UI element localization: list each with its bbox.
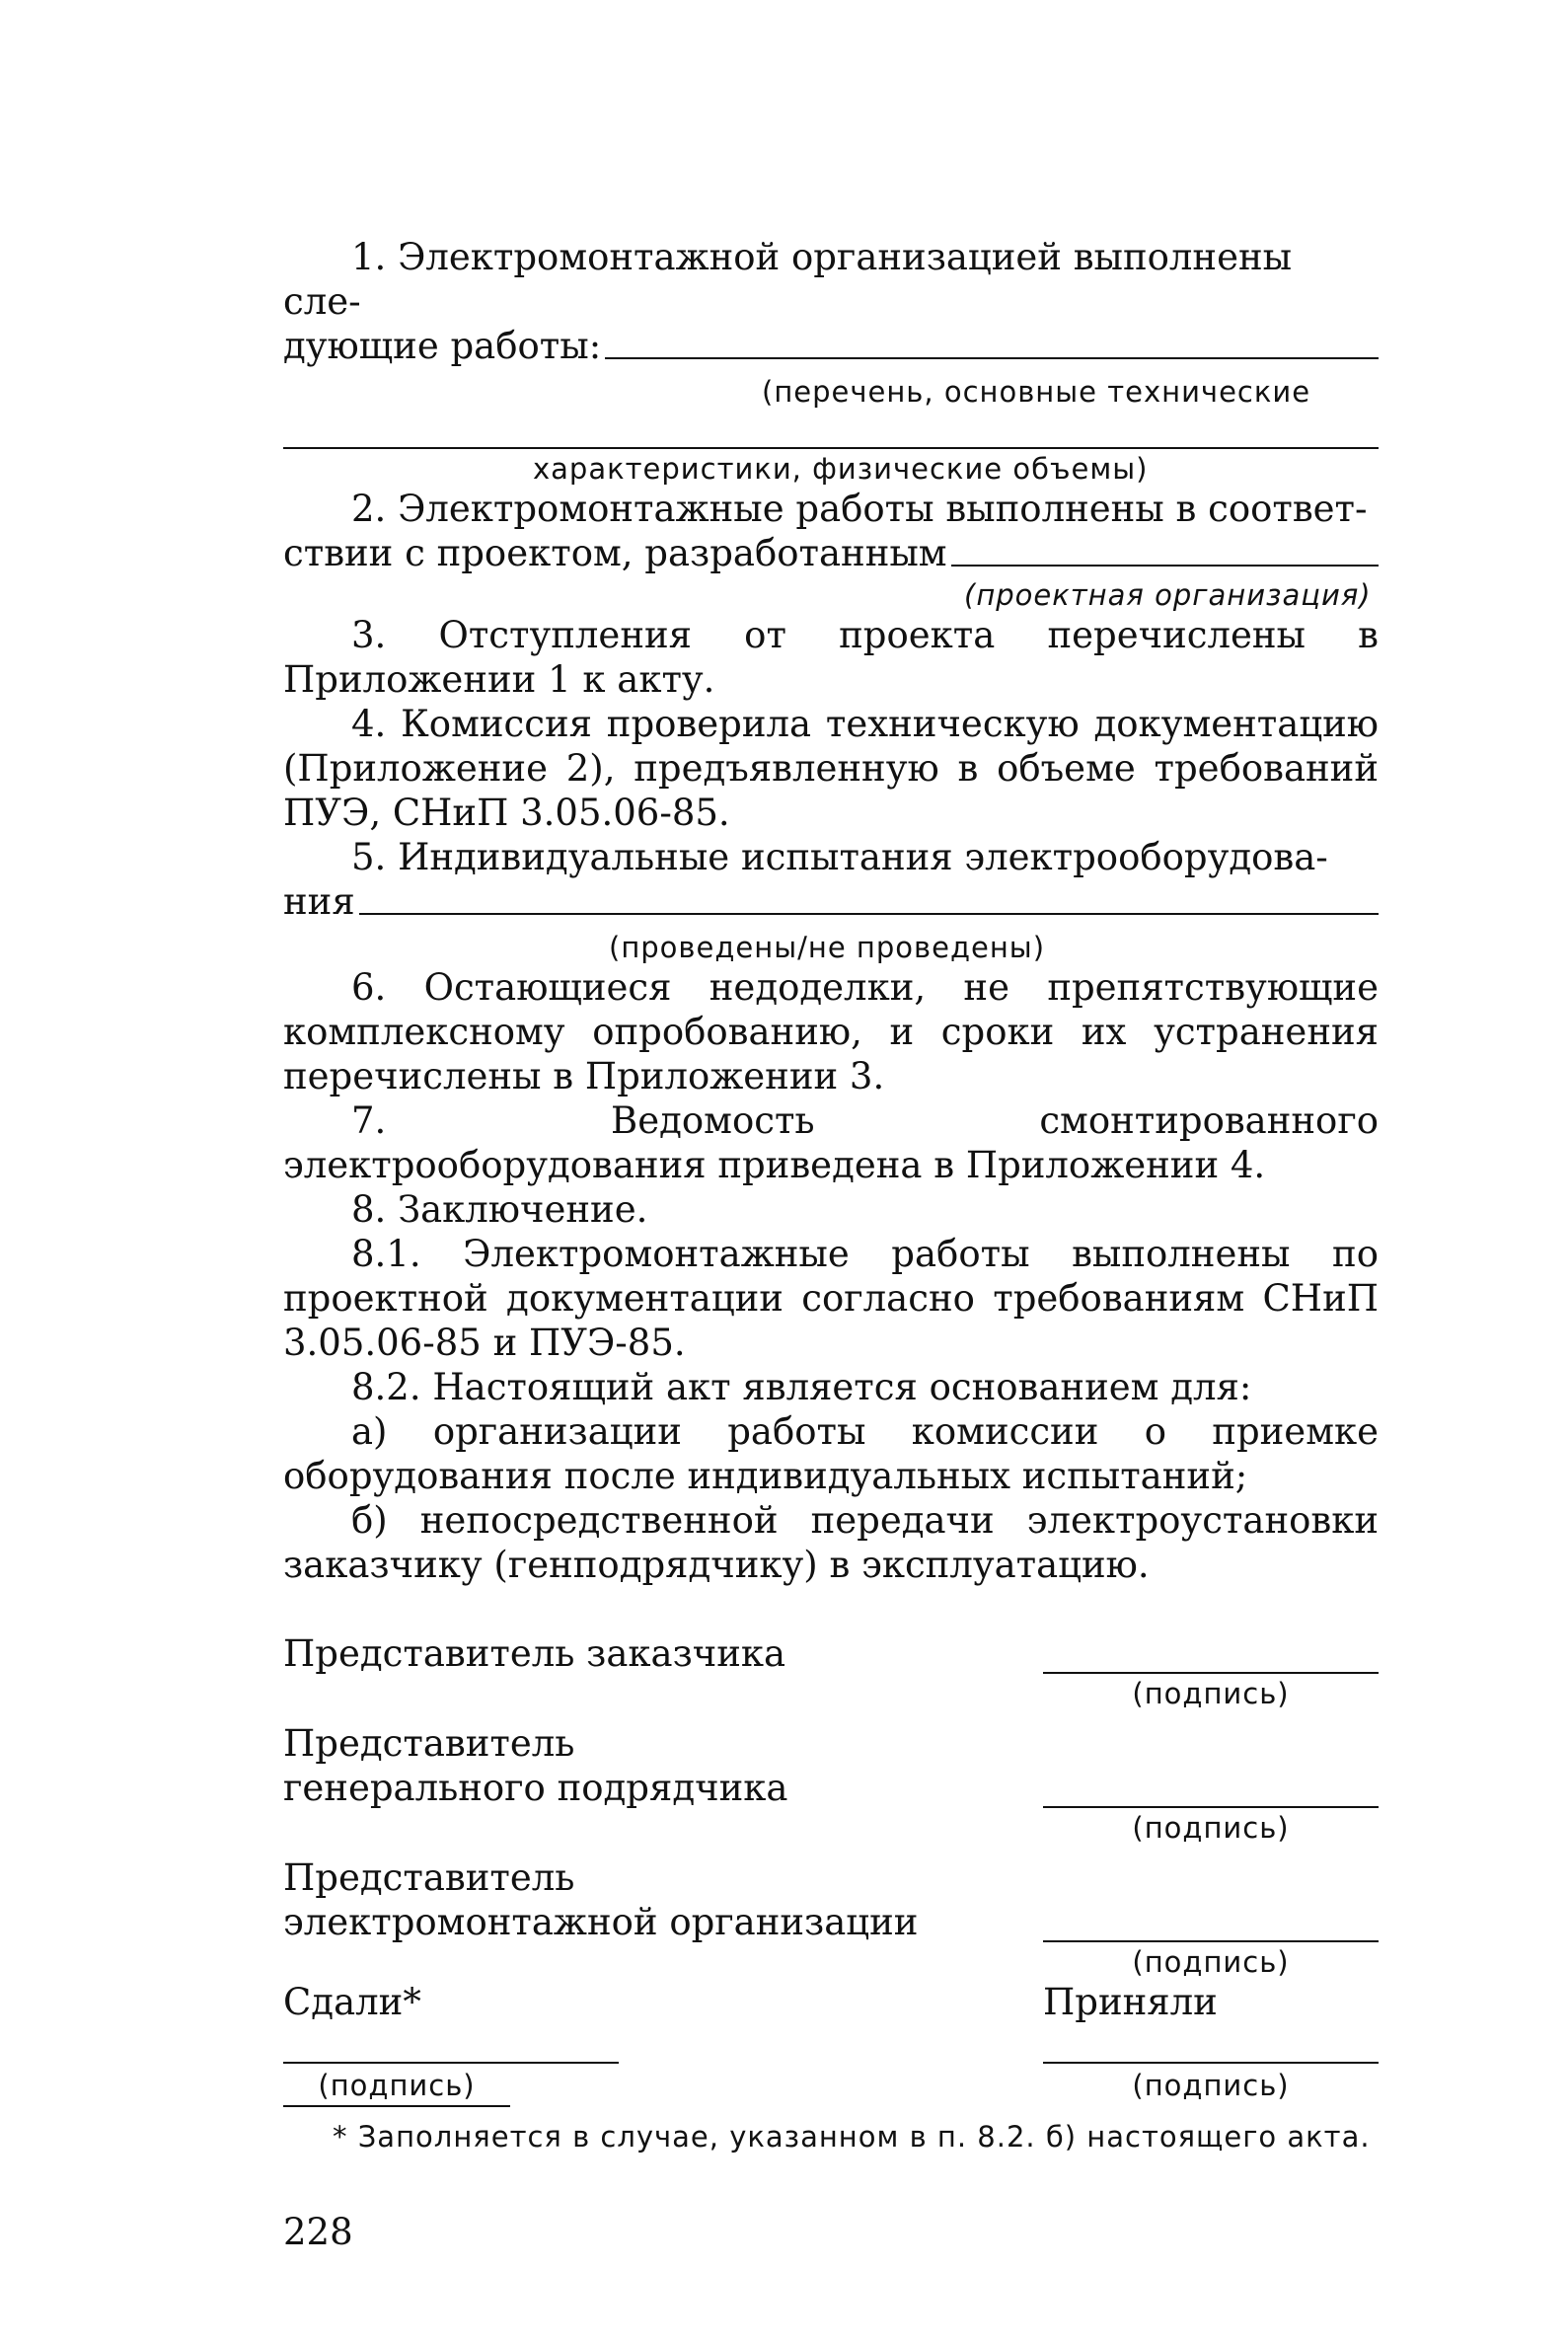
signature-general-line <box>1043 1806 1379 1808</box>
signature-customer-line <box>1043 1672 1379 1674</box>
item-1-caption-a: (перечень, основные технические <box>762 375 1311 409</box>
item-8: 8. Заключение. <box>351 1188 648 1231</box>
signature-general-row <box>283 1766 1379 1810</box>
signature-general-caption: (подпись) <box>1132 1811 1290 1845</box>
item-8-2-b: б) непосредственной передачи электроустановки заказчику (генподрядчику) в эксплуатацию. <box>283 1499 1379 1586</box>
item-1-blank-line <box>283 447 1379 449</box>
handover-lines-row <box>283 2062 1379 2064</box>
signature-electro-label-1: Представитель <box>283 1856 575 1899</box>
accepted-signature-line <box>1043 2062 1379 2064</box>
item-8-2-a: а) организации работы комиссии о приемке оборудования после индивидуальных испытаний; <box>283 1410 1379 1497</box>
item-1-caption-b: характеристики, физические объемы) <box>533 452 1149 486</box>
signature-general-label-1: Представитель <box>283 1722 575 1765</box>
handed-label: Сдали* <box>283 1981 421 2023</box>
item-2-line-2: ствии с проектом, разработанным <box>283 532 947 574</box>
item-5-fill-row <box>283 879 1379 924</box>
item-6: 6. Остающиеся недоделки, не препятствующие комплексному опробованию, и сроки их устранения перечислены в Приложении 3. <box>283 966 1379 1097</box>
item-2-blank <box>951 565 1379 567</box>
item-5-line-1: 5. Индивидуальные испытания электрооборудова- <box>351 836 1328 878</box>
item-1-blank <box>605 357 1379 359</box>
item-8-2: 8.2. Настоящий акт является основанием для: <box>351 1366 1252 1408</box>
item-1-line-2: дующие работы: <box>283 325 602 367</box>
signature-electro-line <box>1043 1940 1379 1942</box>
item-3: 3. Отступления от проекта перечислены в Приложении 1 к акту. <box>283 614 1379 701</box>
accepted-caption: (подпись) <box>1132 2069 1290 2102</box>
accepted-label: Приняли <box>1043 1981 1218 2023</box>
item-5-line-2: ния <box>283 880 355 923</box>
handed-caption: (подпись) <box>318 2069 476 2102</box>
item-2-line-1: 2. Электромонтажные работы выполнены в соответ- <box>351 488 1368 530</box>
handover-captions-row <box>283 2068 1379 2103</box>
signature-electro-caption: (подпись) <box>1132 1945 1290 1979</box>
item-1-line-1: 1. Электромонтажной организацией выполнены сле- <box>283 236 1293 323</box>
signature-customer-caption: (подпись) <box>1132 1677 1290 1710</box>
footnote: * Заполняется в случае, указанном в п. 8.2. б) настоящего акта. <box>333 2120 1371 2154</box>
signature-customer-caption-row <box>283 1676 1379 1711</box>
item-1-fill-row <box>283 324 1379 368</box>
signature-electro-row <box>283 1900 1379 1944</box>
item-7: 7. Ведомость смонтированного электрооборудования приведена в Приложении 4. <box>283 1099 1379 1186</box>
handed-signature-line <box>283 2062 619 2064</box>
footnote-divider <box>283 2105 510 2107</box>
signature-general-caption-row <box>283 1810 1379 1846</box>
signature-general-label-2: генерального подрядчика <box>283 1767 788 1809</box>
handover-row <box>283 1980 1379 2024</box>
page-number: 228 <box>283 2211 353 2253</box>
item-2-fill-row <box>283 531 1379 575</box>
signature-electro-label-2: электромонтажной организации <box>283 1901 919 1943</box>
signature-customer-label: Представитель заказчика <box>283 1632 786 1675</box>
item-4: 4. Комиссия проверила техническую документацию (Приложение 2), предъявленную в объеме требований ПУЭ, СНиП 3.05.06-85. <box>283 703 1379 834</box>
signature-customer-row <box>283 1631 1379 1676</box>
item-5-caption: (проведены/не проведены) <box>609 931 1046 964</box>
item-8-1: 8.1. Электромонтажные работы выполнены по проектной документации согласно требованиям СНиП 3.05.06-85 и ПУЭ-85. <box>283 1233 1379 1364</box>
document-page <box>283 0 1379 2254</box>
item-5-blank <box>359 913 1379 915</box>
signature-electro-caption-row <box>283 1944 1379 1980</box>
item-2-caption: (проектная организация) <box>964 578 1372 612</box>
